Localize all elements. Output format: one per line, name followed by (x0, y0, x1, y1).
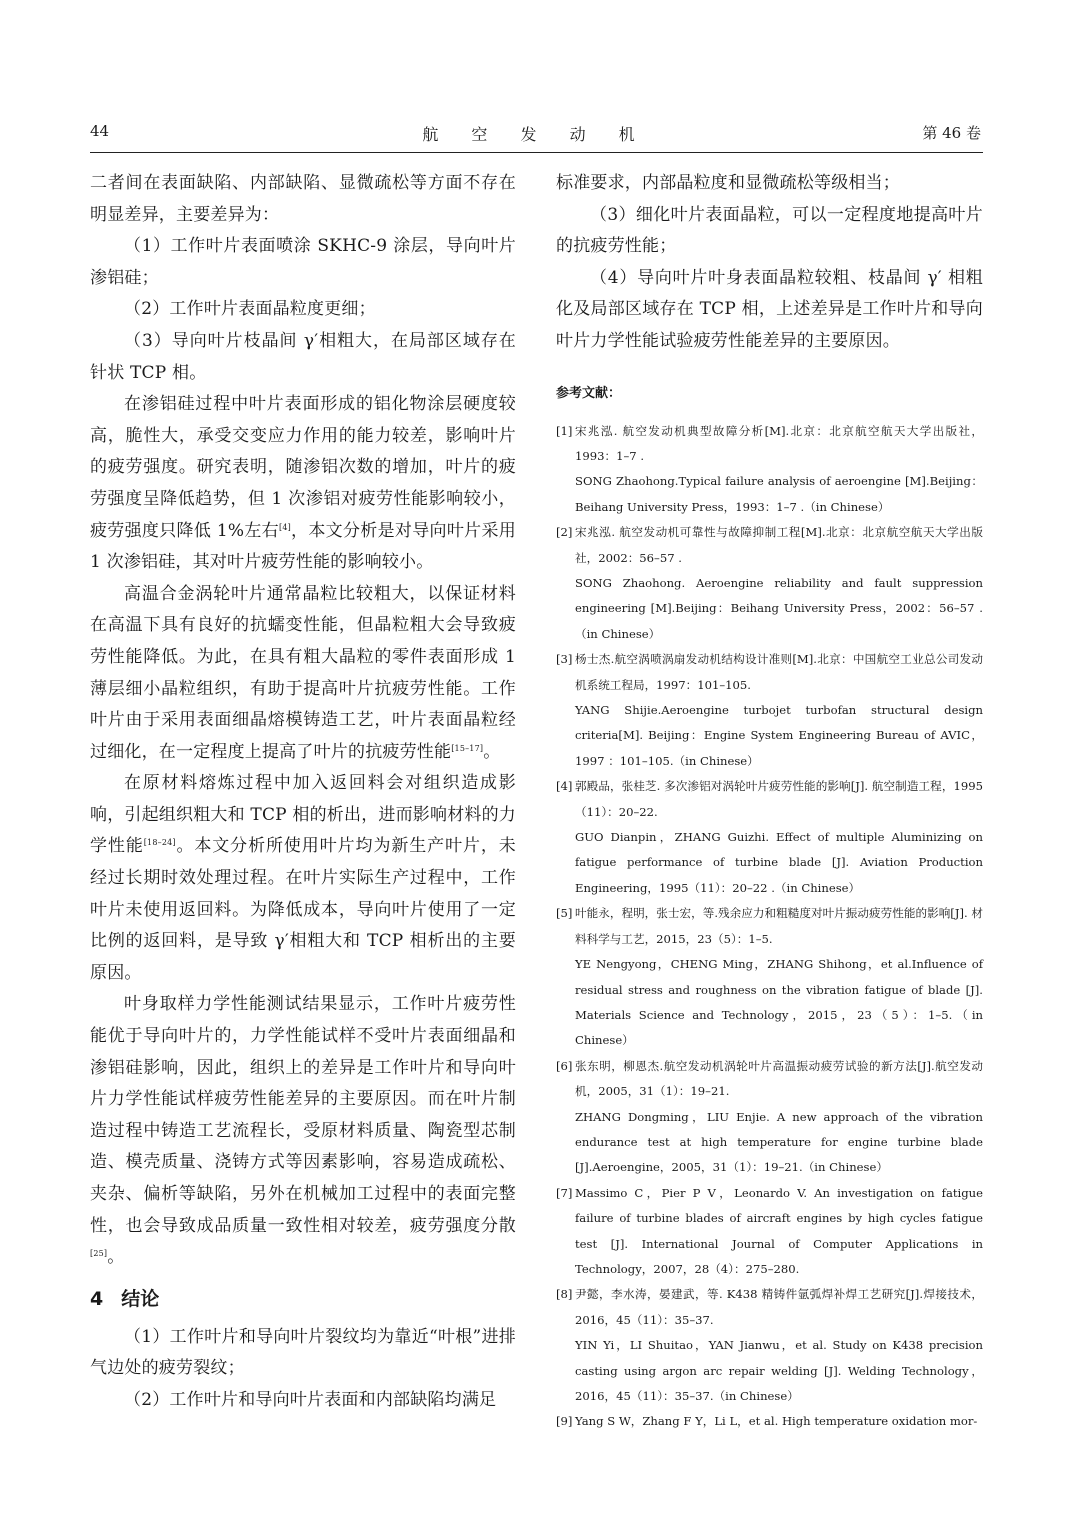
citation: [25] (90, 1249, 108, 1259)
reference-en: YIN Yi，LI Shuitao，YAN Jianwu，et al. Study on K438 precision casting using argon arc repair welding [J]. Welding Technology，2016，45（11）：35–37.（in Chinese） (575, 1338, 983, 1403)
reference-en: GUO Dianpin，ZHANG Guizhi. Effect of multiple Aluminizing on fatigue performance of turbine blade [J]. Aviation Production Engineering，1995（11）：20–22 .（in Chinese） (575, 830, 983, 895)
paragraph-text: 。 (483, 741, 501, 762)
paragraph-text: 在原材料熔炼过程中加入返回料会对组织造成影响，引起组织粗大和 TCP 相的析出，进而影响材料的力学性能 (90, 773, 516, 857)
reference-item (556, 1054, 983, 1181)
paragraph-text: 高温合金涡轮叶片通常晶粒比较粗大，以保证材料在高温下具有良好的抗蠕变性能，但晶粒粗大会导致疲劳性能降低。为此，在具有粗大晶粒的零件表面形成 1 薄层细小晶粒组织，有助于提高叶片抗疲劳性能。工作叶片由于采用表面细晶熔模铸造工艺，叶片表面晶粒经过细化，在一定程度上提高了叶片的抗疲劳性能 (90, 583, 516, 762)
reference-item (556, 1409, 983, 1434)
reference-number: [2] (556, 525, 573, 540)
page-header (0, 122, 1071, 152)
reference-en: ZHANG Dongming，LIU Enjie. A new approach of the vibration endurance test at high temperature for engine turbine blade [J].Aeroengine，2005，31（1）：19–21.（in Chinese） (575, 1109, 983, 1175)
reference-number: [5] (556, 906, 573, 921)
section-title: 结论 (121, 1287, 160, 1310)
reference-cn: 尹懿，李水涛，晏建武，等. K438 精铸件氩弧焊补焊工艺研究[J].焊接技术，2016，45（11）：35–37. (575, 1287, 983, 1327)
reference-cn: 叶能永，程明，张士宏，等.残余应力和粗糙度对叶片振动疲劳性能的影响[J]. 材料科学与工艺，2015，23（5）：1–5. (575, 906, 983, 946)
reference-number: [1] (556, 423, 573, 438)
paragraph: 二者间在表面缺陷、内部缺陷、显微疏松等方面不存在明显差异，主要差异为： (90, 173, 516, 225)
left-column (90, 168, 516, 1417)
reference-item (556, 647, 983, 774)
citation: [15–17] (451, 743, 484, 753)
reference-en: YANG Shijie.Aeroengine turbojet turbofan structural design criteria[M]. Beijing：Engine System Engineering Bureau of AVIC，1997 ：101–105.（in Chinese） (575, 703, 983, 768)
reference-number: [8] (556, 1287, 573, 1302)
paragraph (90, 768, 516, 989)
conclusion-item-2-continued: 标准要求，内部晶粒度和显微疏松等级相当； (556, 173, 900, 193)
header-rule (90, 152, 983, 153)
paragraph-text: ，本文分析是对导向叶片采用 1 次渗铝硅，其对叶片疲劳性能的影响较小。 (90, 520, 516, 573)
conclusion-item-3: （3）细化叶片表面晶粒，可以一定程度地提高叶片的抗疲劳性能； (556, 204, 983, 257)
reference-item (556, 901, 983, 1053)
reference-en: YE Nengyong，CHENG Ming，ZHANG Shihong，et al.Influence of residual stress and roughness on the vibration fatigue of blade [J]. Materials Science and Technology，2015，23（5）：1–5.（in Chinese） (575, 957, 983, 1048)
reference-cn: Yang S W，Zhang F Y，Li L，et al. High temperature oxidation mor- (575, 1414, 978, 1429)
section-heading (90, 1284, 516, 1314)
paragraph (90, 579, 516, 769)
right-column (556, 168, 983, 1435)
paragraph-text: 。本文分析所使用叶片均为新生产叶片，未经过长期时效处理过程。在叶片实际生产过程中，工作叶片未使用返回料。为降低成本，导向叶片使用了一定比例的返回料，是导致 γ′相粗大和 TCP 相析出的主要原因。 (90, 836, 516, 983)
conclusion-item-1: （1）工作叶片和导向叶片裂纹均为靠近“叶根”进排气边处的疲劳裂纹； (90, 1326, 516, 1379)
page-number: 44 (90, 122, 110, 140)
paragraph-text: 叶身取样力学性能测试结果显示，工作叶片疲劳性能优于导向叶片的，力学性能试样不受叶片表面细晶和渗铝硅影响，因此，组织上的差异是工作叶片和导向叶片力学性能试样疲劳性能差异的主要原因。而在叶片制造过程中铸造工艺流程长，受原材料质量、陶瓷型芯制造、模壳质量、浇铸方式等因素影响，容易造成疏松、夹杂、偏析等缺陷，另外在机械加工过程中的表面完整性，也会导致成品质量一致性相对较差，疲劳强度分散 (90, 994, 516, 1236)
reference-number: [9] (556, 1414, 573, 1429)
reference-cn: 宋兆泓. 航空发动机典型故障分析[M].北京：北京航空航天大学出版社，1993：1–7 . (575, 423, 983, 463)
difference-item-1: （1）工作叶片表面喷涂 SKHC-9 涂层，导向叶片渗铝硅； (90, 236, 516, 288)
reference-en: SONG Zhaohong. Aeroengine reliability and fault suppression engineering [M].Beijing：Beihang University Press，2002：56–57 .（in Chinese） (575, 576, 983, 641)
reference-item (556, 419, 983, 521)
paragraph (90, 389, 516, 579)
reference-cn: 张东明，柳恩杰.航空发动机涡轮叶片高温振动疲劳试验的新方法[J].航空发动机，2005，31（1）：19–21. (575, 1058, 983, 1099)
reference-cn: 杨士杰.航空涡喷涡扇发动机结构设计准则[M].北京：中国航空工业总公司发动机系统工程局，1997：101–105. (575, 652, 983, 692)
citation: [18–24] (143, 838, 176, 848)
reference-list (556, 419, 983, 1435)
references-heading: 参考文献： (556, 385, 622, 401)
reference-item (556, 1181, 983, 1283)
conclusion-item-2: （2）工作叶片和导向叶片表面和内部缺陷均满足 (124, 1389, 497, 1410)
reference-item (556, 520, 983, 647)
reference-cn: 郭殿品，张桂芝. 多次渗铝对涡轮叶片疲劳性能的影响[J]. 航空制造工程，1995（11）：20–22. (575, 779, 983, 819)
reference-number: [4] (556, 779, 573, 794)
paragraph (90, 989, 516, 1273)
reference-number: [6] (556, 1058, 573, 1073)
volume-label: 第 46 卷 (922, 124, 981, 142)
conclusion-item-4: （4）导向叶片叶身表面晶粒较粗、枝晶间 γ′ 相粗化及局部区域存在 TCP 相，上述差异是工作叶片和导向叶片力学性能试验疲劳性能差异的主要原因。 (556, 267, 983, 351)
section-number: 4 (90, 1287, 104, 1310)
reference-cn: Massimo C，Pier P V，Leonardo V. An investigation on fatigue failure of turbine blades of aircraft engines by high cycles fatigue test [J]. International Journal of Computer Applications in Technology，2007，28（4）：275–280. (575, 1185, 983, 1276)
reference-number: [7] (556, 1185, 573, 1200)
reference-item (556, 1282, 983, 1409)
reference-en: SONG Zhaohong.Typical failure analysis of aeroengine [M].Beijing：Beihang University Press，1993：1–7 .（in Chinese） (575, 474, 983, 514)
difference-item-2: （2）工作叶片表面晶粒度更细； (124, 299, 376, 320)
reference-cn: 宋兆泓. 航空发动机可靠性与故障抑制工程[M].北京：北京航空航天大学出版社，2002：56–57 . (575, 525, 983, 565)
difference-item-3: （3）导向叶片枝晶间 γ′相粗大，在局部区域存在针状 TCP 相。 (90, 330, 516, 383)
citation: [4] (279, 522, 291, 532)
paragraph-text: 。 (107, 1247, 125, 1268)
paragraph-text: 在渗铝硅过程中叶片表面形成的铝化物涂层硬度较高，脆性大，承受交变应力作用的能力较差，影响叶片的疲劳强度。研究表明，随渗铝次数的增加，叶片的疲劳强度呈降低趋势，但 1 次渗铝对疲劳性能影响较小，疲劳强度只降低 1%左右 (90, 394, 516, 541)
journal-title: 航 空 发 动 机 (422, 125, 649, 144)
reference-number: [3] (556, 652, 573, 667)
reference-item (556, 774, 983, 901)
